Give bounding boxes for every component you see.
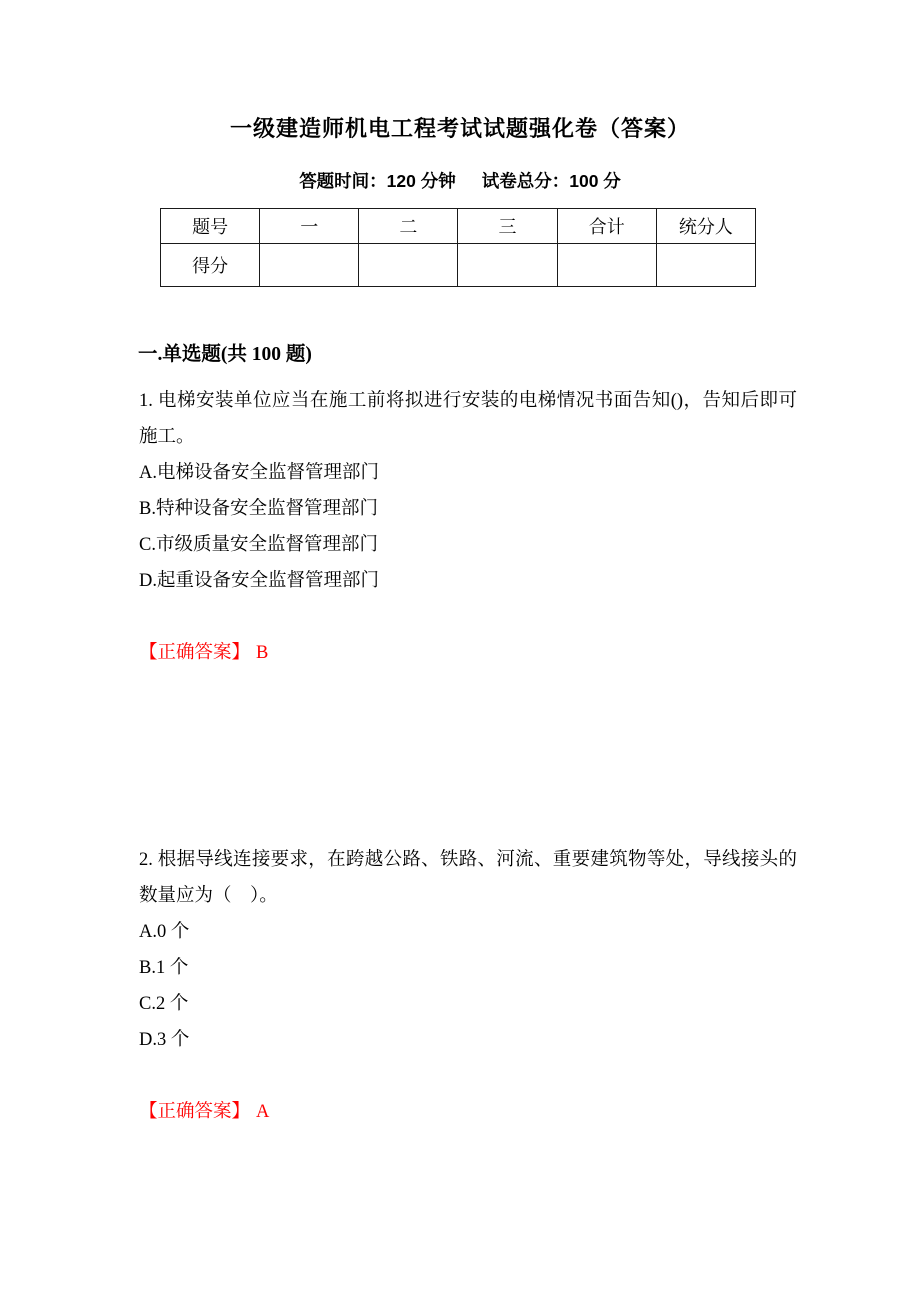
- question-option: A.电梯设备安全监督管理部门: [139, 463, 379, 483]
- score-table: [160, 208, 756, 287]
- correct-answer: [139, 1094, 797, 1130]
- document-title: 一级建造师机电工程考试试题强化卷（答案）: [229, 116, 690, 141]
- question-option: A.0 个: [139, 922, 190, 942]
- question-option: D.3 个: [139, 1030, 190, 1050]
- section-heading: 一.单选题(共 100 题): [138, 344, 312, 365]
- question-option: D.起重设备安全监督管理部门: [139, 571, 379, 591]
- score-table-empty-cell: [260, 244, 359, 287]
- question-option: B.特种设备安全监督管理部门: [139, 499, 378, 519]
- correct-answer-letter: A: [256, 1102, 270, 1122]
- answer-time-label: 答题时间：120 分钟: [299, 171, 456, 191]
- question-2: [139, 842, 797, 1130]
- score-table-empty-cell: [557, 244, 656, 287]
- score-row-label-cell: 得分: [161, 244, 260, 287]
- score-table-header-cell: 三: [458, 209, 557, 244]
- score-table-header-row: [161, 209, 756, 244]
- question-1: [139, 383, 797, 671]
- score-table-empty-cell: [656, 244, 755, 287]
- question-option: C.2 个: [139, 994, 189, 1014]
- score-table-header-cell: 合计: [557, 209, 656, 244]
- correct-answer-label: 【正确答案】: [139, 643, 251, 663]
- score-table-empty-cell: [359, 244, 458, 287]
- total-score-label: 试卷总分：100 分: [481, 171, 621, 191]
- score-table-value-row: [161, 244, 756, 287]
- correct-answer: [139, 635, 797, 671]
- question-option: C.市级质量安全监督管理部门: [139, 535, 378, 555]
- question-option: B.1 个: [139, 958, 189, 978]
- question-text: 2. 根据导线连接要求，在跨越公路、铁路、河流、重要建筑物等处，导线接头的数量应为（ ）。: [139, 850, 797, 906]
- question-text: 1. 电梯安装单位应当在施工前将拟进行安装的电梯情况书面告知()，告知后即可施工。: [139, 391, 797, 447]
- score-table-header-cell: 题号: [161, 209, 260, 244]
- document-meta: [0, 167, 920, 195]
- score-table-header-cell: 一: [260, 209, 359, 244]
- score-table-header-cell: 二: [359, 209, 458, 244]
- score-table-empty-cell: [458, 244, 557, 287]
- correct-answer-letter: B: [256, 643, 269, 663]
- score-table-header-cell: 统分人: [656, 209, 755, 244]
- correct-answer-label: 【正确答案】: [139, 1102, 251, 1122]
